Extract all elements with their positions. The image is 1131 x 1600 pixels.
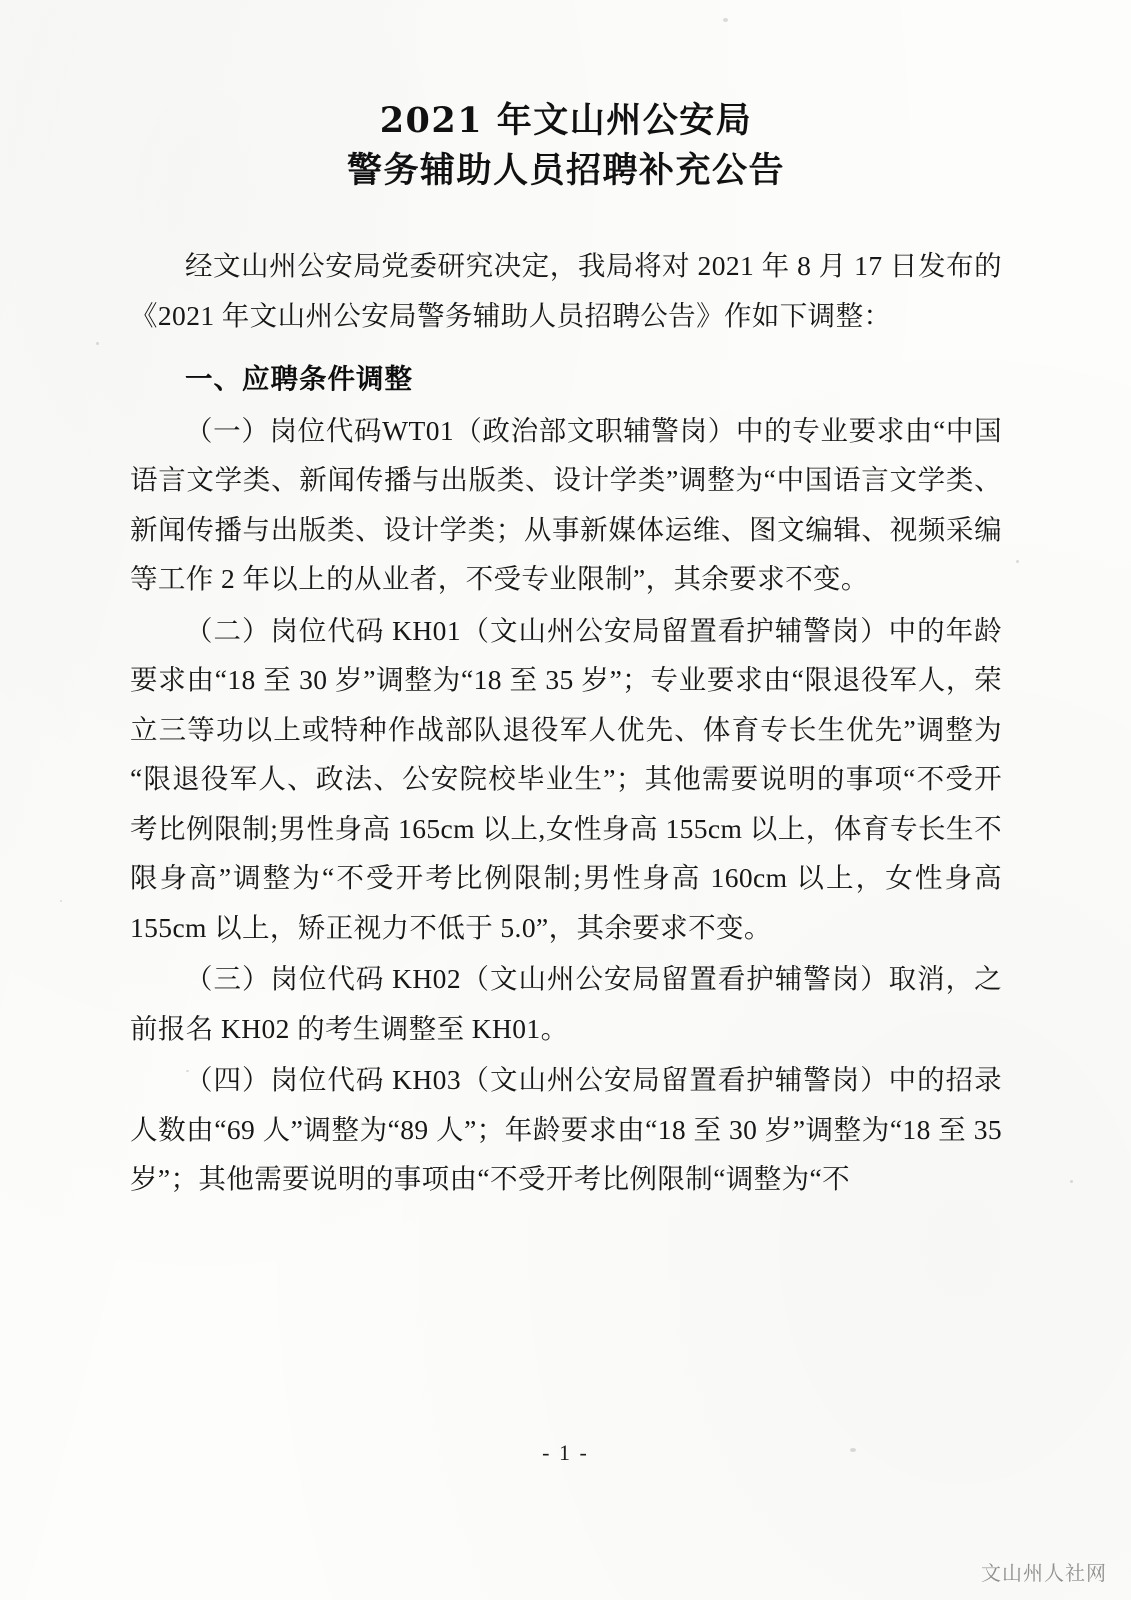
title-line-1: 2021 年文山州公安局: [379, 100, 753, 141]
paragraph-intro: 经文山州公安局党委研究决定，我局将对 2021 年 8 月 17 日发布的《2021 年文山州公安局警务辅助人员招聘公告》作如下调整：: [130, 250, 1002, 331]
watermark: 文山州人社网: [981, 1561, 1107, 1585]
document-paragraphs: [130, 241, 1002, 1204]
scan-speck: [60, 900, 62, 902]
paragraph-item-1: （一）岗位代码WT01（政治部文职辅警岗）中的专业要求由“中国语言文学类、新闻传播与出版类、设计学类”调整为“中国语言文学类、新闻传播与出版类、设计学类；从事新媒体运维、图文编辑、视频采编等工作 2 年以上的从业者，不受专业限制”，其余要求不变。: [130, 414, 1002, 595]
page-title: [130, 0, 1002, 195]
paragraph-item-3: （三）岗位代码 KH02（文山州公安局留置看护辅警岗）取消，之前报名 KH02 的考生调整至 KH01。: [130, 963, 1002, 1044]
section-heading-1: 一、应聘条件调整: [185, 363, 413, 395]
scan-speck: [1016, 560, 1019, 563]
scan-speck: [96, 342, 99, 345]
paragraph-item-4: （四）岗位代码 KH03（文山州公安局留置看护辅警岗）中的招录人数由“69 人”调整为“89 人”；年龄要求由“18 至 30 岁”调整为“18 至 35 岁”；其他需要说明的事项由“不受开考比例限制“调整为“不: [130, 1064, 1002, 1195]
paragraph-item-2: （二）岗位代码 KH01（文山州公安局留置看护辅警岗）中的年龄要求由“18 至 30 岁”调整为“18 至 35 岁”；专业要求由“限退役军人，荣立三等功以上或特种作战部队退役军人优先、体育专长生优先”调整为“限退役军人、政法、公安院校毕业生”；其他需要说明的事项“不受开考比例限制;男性身高 165cm 以上,女性身高 155cm 以上，体育专长生不限身高”调整为“不受开考比例限制;男性身高 160cm 以上，女性身高 155cm 以上，矫正视力不低于 5.0”，其余要求不变。: [130, 614, 1002, 943]
title-line-2: 警务辅助人员招聘补充公告: [346, 149, 785, 191]
page-number: - 1 -: [542, 1440, 589, 1465]
document-body: [130, 0, 1002, 1600]
scan-speck: [1070, 1180, 1073, 1183]
